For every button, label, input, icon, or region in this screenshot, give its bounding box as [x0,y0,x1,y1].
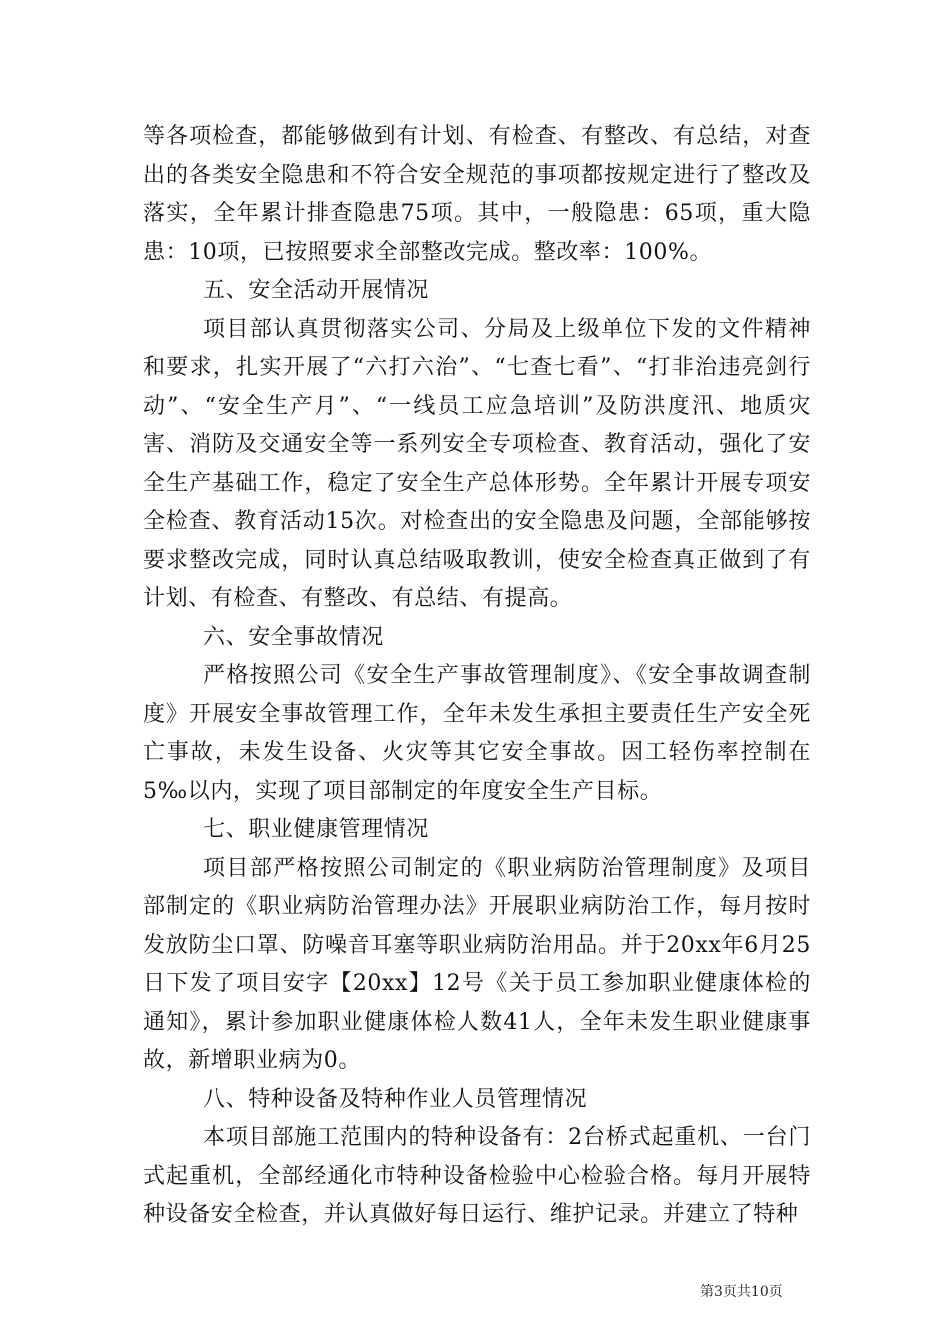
page-number-footer: 第3页共10页 [700,1284,783,1300]
section-heading-7: 七、职业健康管理情况 [203,817,430,842]
paragraph-occupational-health: 项目部严格按照公司制定的《职业病防治管理制度》及项目部制定的《职业病防治管理办法》开展职业病防治工作，每月按时发放防尘口罩、防噪音耳塞等职业病防治用品。并于20xx年6月25日下发了项目安字【20xx】12号《关于员工参加职业健康体检的通知》，累计参加职业健康体检人数41人，全年未发生职业健康事故，新增职业病为0。 [143,855,811,1073]
paragraph-continued: 等各项检查，都能够做到有计划、有检查、有整改、有总结，对查出的各类安全隐患和不符合安全规范的事项都按规定进行了整改及落实，全年累计排查隐患75项。其中，一般隐患：65项，重大隐患：10项，已按照要求全部整改完成。整改率：100%。 [143,124,811,265]
section-heading-8: 八、特种设备及特种作业人员管理情况 [203,1086,588,1112]
paragraph-special-equipment: 本项目部施工范围内的特种设备有：2台桥式起重机、一台门式起重机，全部经通化市特种设备检验中心检验合格。每月开展特种设备安全检查，并认真做好每日运行、维护记录。并建立了特种 [143,1125,811,1227]
document-body [143,118,811,1235]
section-heading-6: 六、安全事故情况 [203,624,384,650]
paragraph-safety-accidents: 严格按照公司《安全生产事故管理制度》、《安全事故调查制度》开展安全事故管理工作，全年未发生承担主要责任生产安全死亡事故，未发生设备、火灾等其它安全事故。因工轻伤率控制在5‰以内，实现了项目部制定的年度安全生产目标。 [143,663,811,804]
section-heading-5: 五、安全活动开展情况 [203,278,430,303]
paragraph-safety-activities: 项目部认真贯彻落实公司、分局及上级单位下发的文件精神和要求，扎实开展了“六打六治”、“七查七看”、“打非治违亮剑行动”、“安全生产月”、“一线员工应急培训”及防洪度汛、地质灾害、消防及交通安全等一系列安全专项检查、教育活动，强化了安全生产基础工作，稳定了安全生产总体形势。全年累计开展专项安全检查、教育活动15次。对检查出的安全隐患及问题，全部能够按要求整改完成，同时认真总结吸取教训，使安全检查真正做到了有计划、有检查、有整改、有总结、有提高。 [143,316,811,611]
